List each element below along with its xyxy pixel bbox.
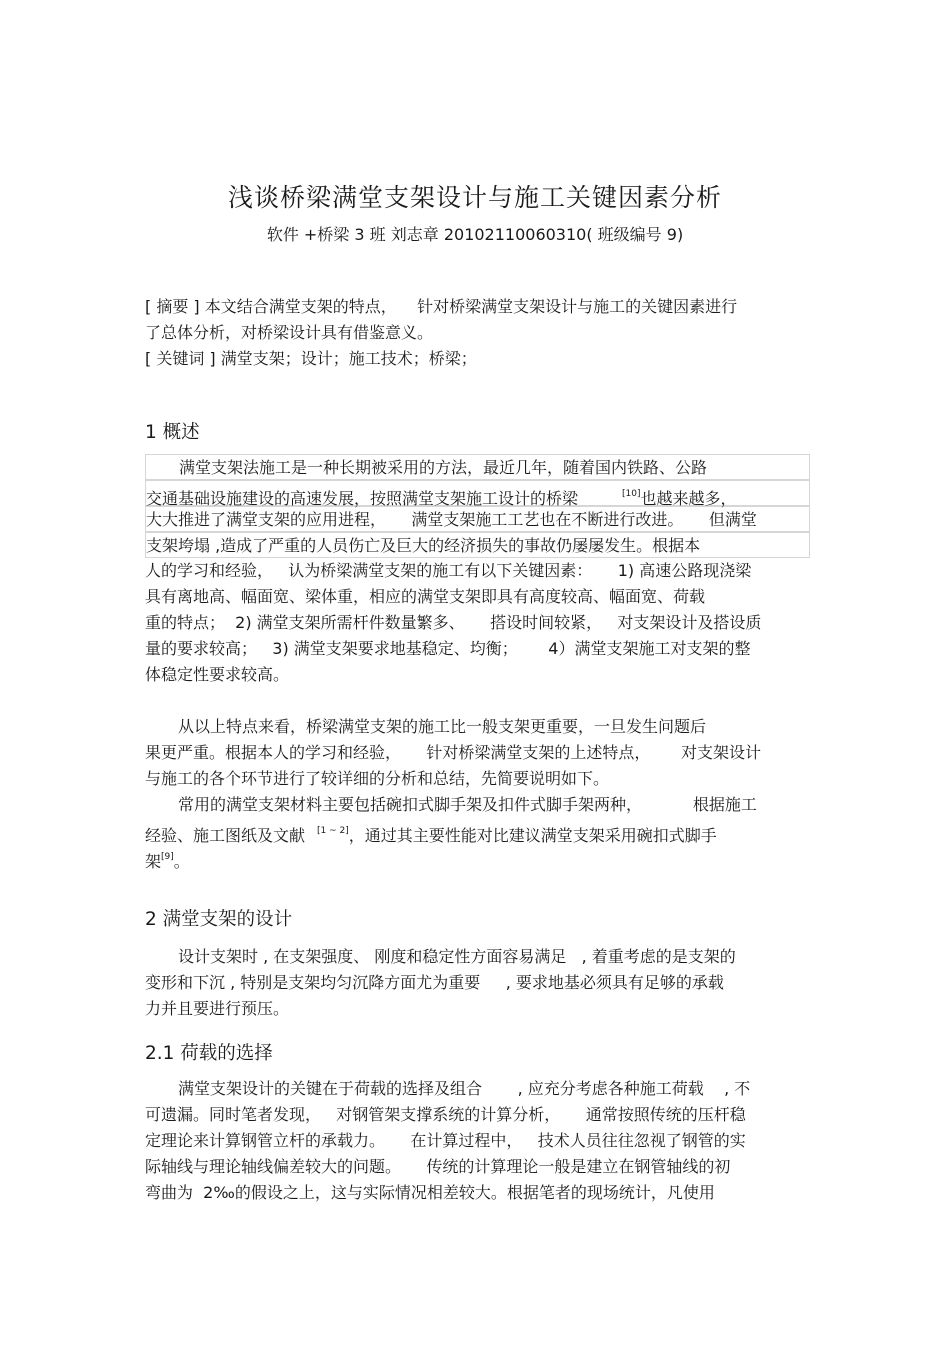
paragraph-line: 人的学习和经验， 认为桥梁满堂支架的施工有以下关键因素： 1) 高速公路现浇梁 [145, 561, 752, 580]
section-1-paragraph-2 [145, 714, 810, 792]
line-text: ，通过其主要性能对比建议满堂支架采用碗扣式脚手 [348, 826, 717, 845]
subsection-2-1-paragraph-1 [145, 1076, 810, 1206]
paragraph-line: 与施工的各个环节进行了较详细的分析和总结，先简要说明如下。 [145, 769, 610, 788]
paragraph-line: 弯曲为 2‰的假设之上，这与实际情况相差较大。根据笔者的现场统计，凡使用 [145, 1183, 715, 1202]
abstract-line: 了总体分析，对桥梁设计具有借鉴意义。 [145, 323, 434, 342]
paragraph-line: 重的特点； 2) 满堂支架所需杆件数量繁多、 搭设时间较紧， 对支架设计及搭设质 [145, 613, 762, 632]
paragraph-line: 际轴线与理论轴线偏差较大的问题。 传统的计算理论一般是建立在钢管轴线的初 [145, 1157, 731, 1176]
subsection-2-1-heading: 2.1 荷载的选择 [145, 1043, 273, 1064]
paragraph-line: 力并且要进行预压。 [145, 999, 290, 1018]
paragraph-line: 变形和下沉 , 特别是支架均匀沉降方面尤为重要 , 要求地基必须具有足够的承载 [145, 973, 724, 992]
section-1-paragraph-3 [145, 792, 810, 870]
paragraph-line: 定理论来计算钢管立杆的承载力。 在计算过程中， 技术人员往往忽视了钢管的实 [145, 1131, 746, 1150]
paragraph-line: 满堂支架法施工是一种长期被采用的方法，最近几年，随着国内铁路、公路 [145, 454, 810, 480]
paragraph-line: 满堂支架设计的关键在于荷载的选择及组合 , 应充分考虑各种施工荷载 , 不 [178, 1079, 751, 1098]
paragraph-line [145, 844, 810, 870]
paragraph-line: 支架垮塌 ,造成了严重的人员伤亡及巨大的经济损失的事故仍屡屡发生。根据本 [145, 532, 810, 558]
line-text: 也越来越多， [640, 489, 737, 508]
line-text: 架 [145, 852, 162, 871]
line-text: 经验、施工图纸及文献 [145, 826, 306, 845]
paragraph-line [145, 480, 810, 506]
section-2-heading: 2 满堂支架的设计 [145, 909, 293, 930]
citation: [1 ~ 2] [317, 826, 349, 836]
paragraph-line: 从以上特点来看，桥梁满堂支架的施工比一般支架更重要，一旦发生问题后 [178, 717, 707, 736]
section-1-heading: 1 概述 [145, 422, 200, 443]
paragraph-line: 量的要求较高； 3) 满堂支架要求地基稳定、均衡； 4）满堂支架施工对支架的整 [145, 639, 751, 658]
section-2-paragraph-1 [145, 944, 810, 1022]
author-line: 软件 +桥梁 3 班 刘志章 20102110060310( 班级编号 9) [266, 225, 684, 244]
abstract-line: [ 摘要 ] 本文结合满堂支架的特点， 针对桥梁满堂支架设计与施工的关键因素进行 [145, 297, 738, 316]
paper-title: 浅谈桥梁满堂支架设计与施工关键因素分析 [227, 183, 722, 212]
line-text: 。 [173, 852, 190, 871]
line-text: 交通基础设施建设的高速发展，按照满堂支架施工设计的桥梁 [146, 489, 579, 508]
paragraph-line: 大大推进了满堂支架的应用进程， 满堂支架施工工艺也在不断进行改进。 但满堂 [145, 506, 810, 532]
citation: [9] [161, 852, 174, 862]
citation: [10] [622, 489, 641, 499]
paragraph-line: 可遗漏。同时笔者发现， 对钢管架支撑系统的计算分析， 通常按照传统的压杆稳 [145, 1105, 746, 1124]
paragraph-line [145, 818, 810, 844]
paragraph-line: 体稳定性要求较高。 [145, 665, 290, 684]
paragraph-line: 常用的满堂支架材料主要包括碗扣式脚手架及扣件式脚手架两种， 根据施工 [178, 795, 757, 814]
keywords-line: [ 关键词 ] 满堂支架；设计；施工技术；桥梁； [145, 349, 477, 368]
abstract-block [145, 294, 810, 372]
paragraph-line: 设计支架时 , 在支架强度、 刚度和稳定性方面容易满足 , 着重考虑的是支架的 [178, 947, 736, 966]
paragraph-line: 果更严重。根据本人的学习和经验， 针对桥梁满堂支架的上述特点， 对支架设计 [145, 743, 761, 762]
paragraph-line: 具有离地高、幅面宽、梁体重，相应的满堂支架即具有高度较高、幅面宽、荷载 [145, 587, 706, 606]
section-1-paragraph-1 [145, 454, 810, 688]
